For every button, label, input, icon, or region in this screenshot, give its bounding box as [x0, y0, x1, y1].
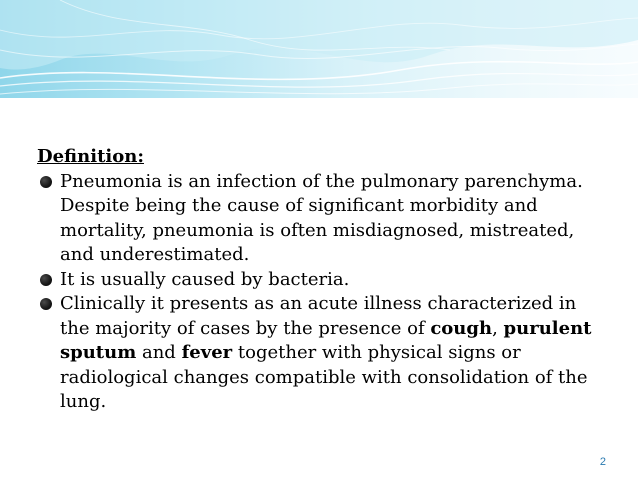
bullet-emphasis-text: purulent sputum — [60, 317, 592, 363]
bullet-dot-icon — [40, 274, 52, 286]
banner-wave-decoration — [0, 0, 638, 98]
bullet-text: Pneumonia is an infection of the pulmonary parenchyma. Despite being the cause of significant morbidity and mortality, pneumonia is often misdiagnosed, mistreated, and underestimated. — [60, 170, 583, 265]
bullet-text: It is usually caused by bacteria. — [60, 268, 350, 290]
bullet-text: together with physical signs or radiological changes compatible with consolidation of the lung. — [60, 342, 588, 412]
definition-heading: Definition: — [37, 146, 144, 167]
header-banner — [0, 0, 638, 98]
bullet-item — [36, 292, 606, 415]
slide-body — [36, 145, 606, 415]
bullet-item — [36, 268, 606, 293]
bullet-text: Clinically it presents as an acute illness characterized in the majority of cases by the presence of — [60, 293, 577, 339]
page-number: 2 — [599, 456, 606, 468]
bullet-text: , — [492, 317, 504, 339]
bullet-list — [36, 170, 606, 415]
bullet-emphasis-text: fever — [181, 342, 233, 363]
bullet-emphasis-text: cough — [430, 317, 493, 339]
bullet-item — [36, 170, 606, 268]
bullet-text: and — [136, 342, 182, 363]
bullet-dot-icon — [40, 176, 52, 188]
bullet-dot-icon — [40, 298, 52, 310]
